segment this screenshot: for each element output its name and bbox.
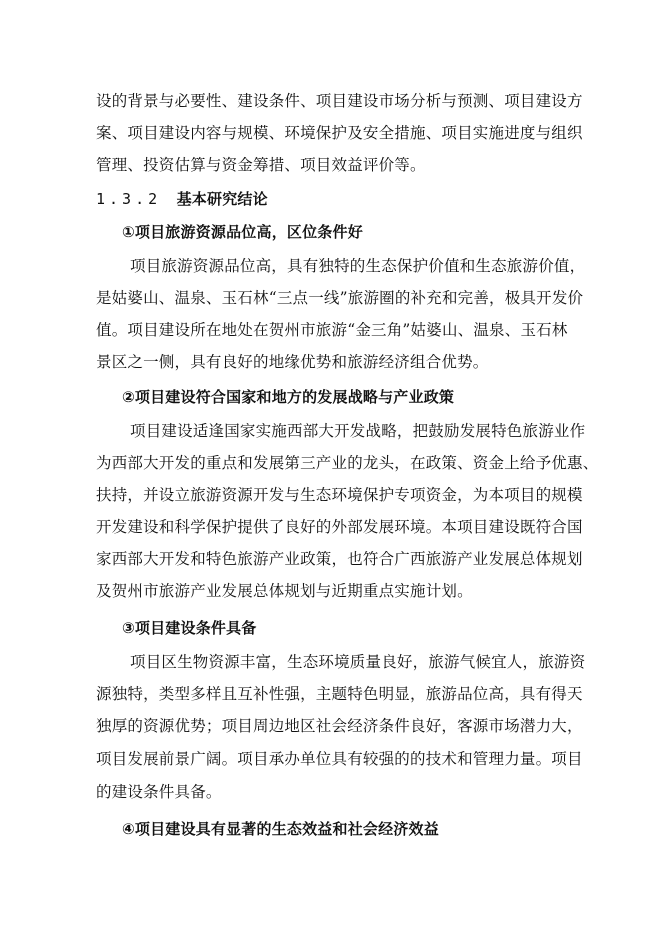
- paragraph-line: 为西部大开发的重点和发展第三产业的龙头，在政策、资金上给予优惠、: [96, 454, 599, 472]
- section-number: 1.3.2: [96, 190, 162, 208]
- intro-line: 管理、投资估算与资金筹措、项目效益评价等。: [96, 156, 426, 174]
- paragraph-line: 景区之一侧，具有良好的地缘优势和旅游经济组合优势。: [96, 353, 489, 371]
- conclusion-heading: ①项目旅游资源品位高，区位条件好: [122, 223, 363, 241]
- paragraph-line: 项目发展前景广阔。项目承办单位具有较强的的技术和管理力量。项目: [96, 750, 583, 768]
- intro-line: 案、项目建设内容与规模、环境保护及安全措施、项目实施进度与组织: [96, 124, 583, 142]
- paragraph-line: 项目旅游资源品位高，具有独特的生态保护价值和生态旅游价值，: [130, 257, 586, 275]
- paragraph-line: 及贺州市旅游产业发展总体规划与近期重点实施计划。: [96, 582, 473, 600]
- paragraph-line: 扶持，并设立旅游资源开发与生态环境保护专项资金，为本项目的规模: [96, 486, 583, 504]
- paragraph-line: 是姑婆山、温泉、玉石林“三点一线”旅游圈的补充和完善，极具开发价: [96, 289, 584, 307]
- conclusion-heading: ③项目建设条件具备: [122, 619, 257, 637]
- section-title: 基本研究结论: [176, 190, 268, 208]
- paragraph-line: 项目区生物资源丰富，生态环境质量良好，旅游气候宜人，旅游资: [130, 653, 586, 671]
- paragraph-line: 值。项目建设所在地处在贺州市旅游“金三角”姑婆山、温泉、玉石林: [96, 321, 568, 339]
- conclusion-heading: ②项目建设符合国家和地方的发展战略与产业政策: [122, 388, 455, 406]
- intro-line: 设的背景与必要性、建设条件、项目建设市场分析与预测、项目建设方: [96, 92, 583, 110]
- paragraph-line: 独厚的资源优势；项目周边地区社会经济条件良好，客源市场潜力大，: [96, 717, 583, 735]
- paragraph-line: 项目建设适逢国家实施西部大开发战略，把鼓励发展特色旅游业作: [130, 422, 586, 440]
- paragraph-line: 源独特，类型多样且互补性强，主题特色明显，旅游品位高，具有得天: [96, 685, 583, 703]
- conclusion-heading: ④项目建设具有显著的生态效益和社会经济效益: [122, 820, 439, 838]
- paragraph-line: 家西部大开发和特色旅游产业政策，也符合广西旅游产业发展总体规划: [96, 550, 583, 568]
- section-heading: [96, 188, 268, 210]
- paragraph-line: 的建设条件具备。: [96, 783, 222, 801]
- paragraph-line: 开发建设和科学保护提供了良好的外部发展环境。本项目建设既符合国: [96, 518, 583, 536]
